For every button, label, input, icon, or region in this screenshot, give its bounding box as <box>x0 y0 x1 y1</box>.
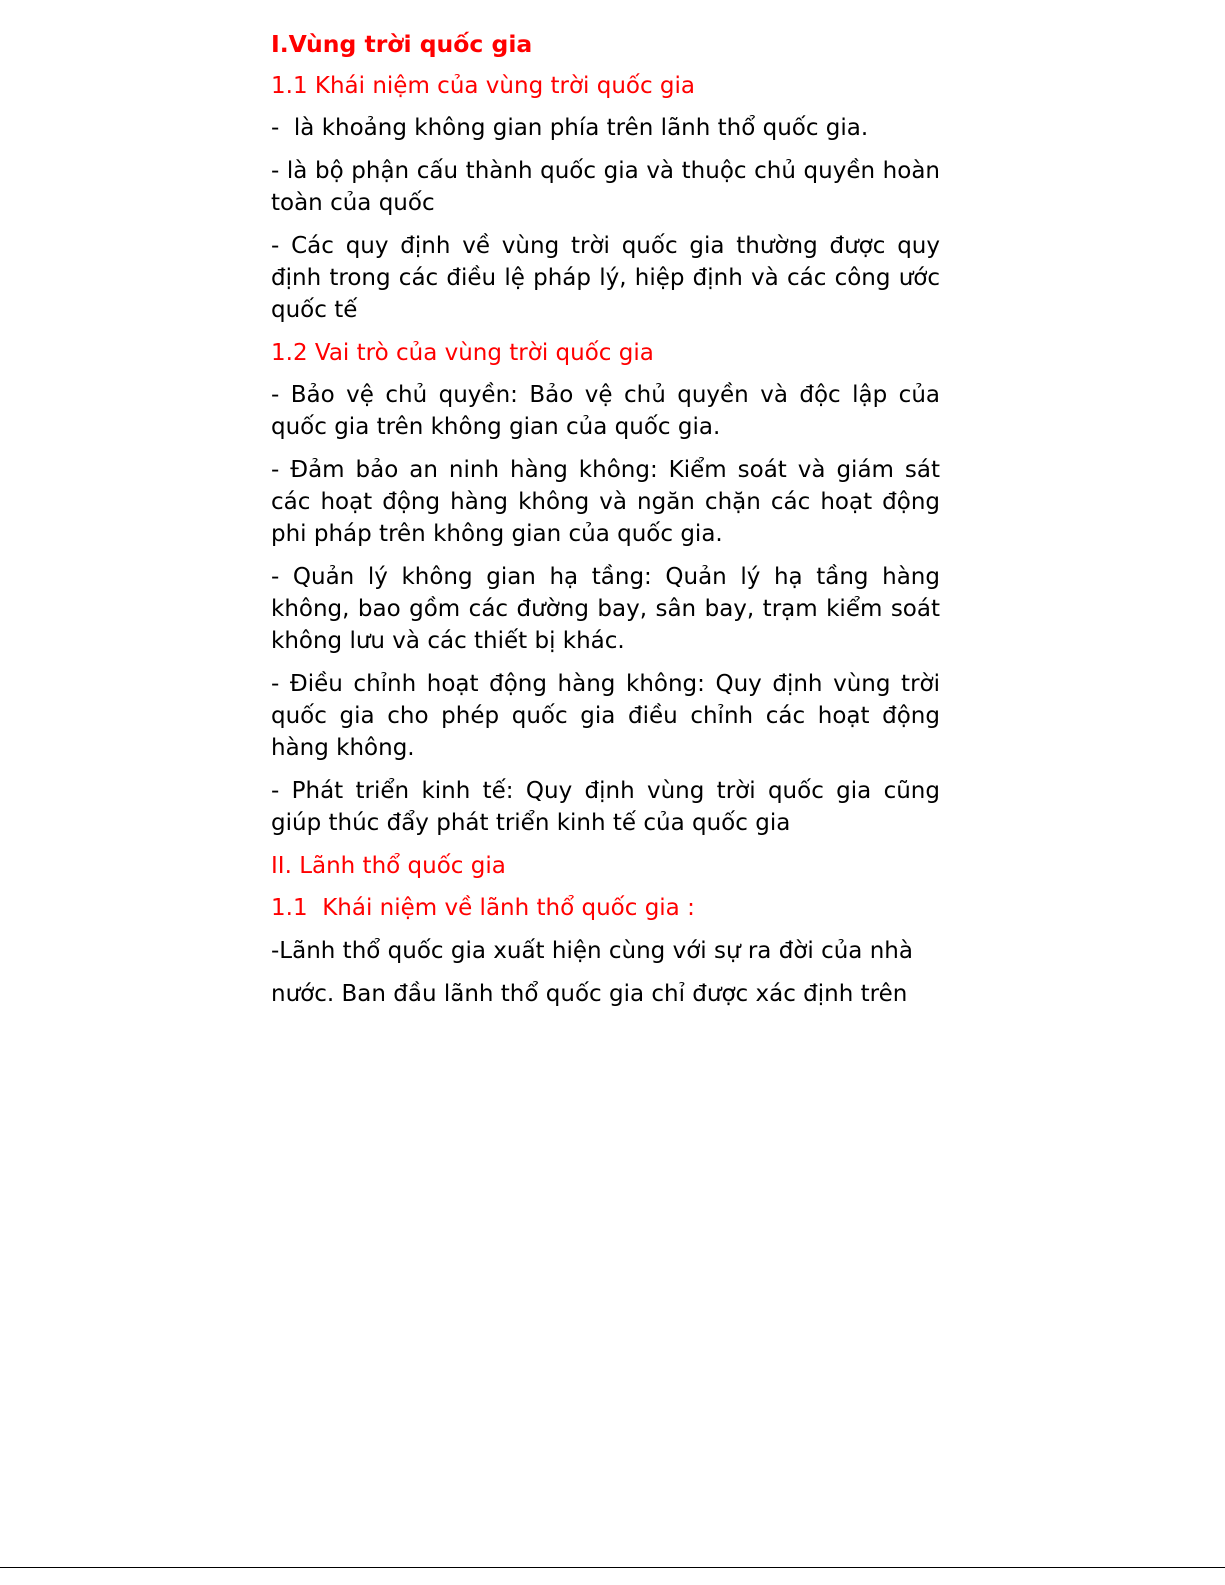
section-1-1-heading: 1.1 Khái niệm của vùng trời quốc gia <box>271 73 696 99</box>
paragraph: - Bảo vệ chủ quyền: Bảo vệ chủ quyền và độc lập của quốc gia trên không gian của quốc gia. <box>271 382 948 440</box>
paragraph: - Điều chỉnh hoạt động hàng không: Quy định vùng trời quốc gia cho phép quốc gia điều chỉnh các hoạt động hàng không. <box>271 671 948 761</box>
paragraph: - Phát triển kinh tế: Quy định vùng trời quốc gia cũng giúp thúc đẩy phát triển kinh tế của quốc gia <box>271 778 948 836</box>
paragraph: - là khoảng không gian phía trên lãnh thổ quốc gia. <box>271 115 869 141</box>
paragraph: - Quản lý không gian hạ tầng: Quản lý hạ tầng hàng không, bao gồm các đường bay, sân bay, trạm kiểm soát không lưu và các thiết bị khác. <box>271 564 948 654</box>
paragraph: - Các quy định về vùng trời quốc gia thường được quy định trong các điều lệ pháp lý, hiệp định và các công ước quốc tế <box>271 233 948 323</box>
document-title: I.Vùng trời quốc gia <box>271 30 533 58</box>
paragraph: -Lãnh thổ quốc gia xuất hiện cùng với sự ra đời của nhà nước. Ban đầu lãnh thổ quốc gia chỉ được xác định trên <box>271 938 921 1007</box>
paragraph: - Đảm bảo an ninh hàng không: Kiểm soát và giám sát các hoạt động hàng không và ngăn chặn các hoạt động phi pháp trên không gian của quốc gia. <box>271 457 948 547</box>
page-bottom-rule <box>0 1567 1225 1568</box>
document-page <box>271 28 948 1027</box>
paragraph: - là bộ phận cấu thành quốc gia và thuộc chủ quyền hoàn toàn của quốc <box>271 158 948 216</box>
section-1-2-heading: 1.2 Vai trò của vùng trời quốc gia <box>271 340 654 366</box>
section-2-heading: II. Lãnh thổ quốc gia <box>271 853 506 879</box>
section-2-subheading: 1.1 Khái niệm về lãnh thổ quốc gia : <box>271 895 695 921</box>
